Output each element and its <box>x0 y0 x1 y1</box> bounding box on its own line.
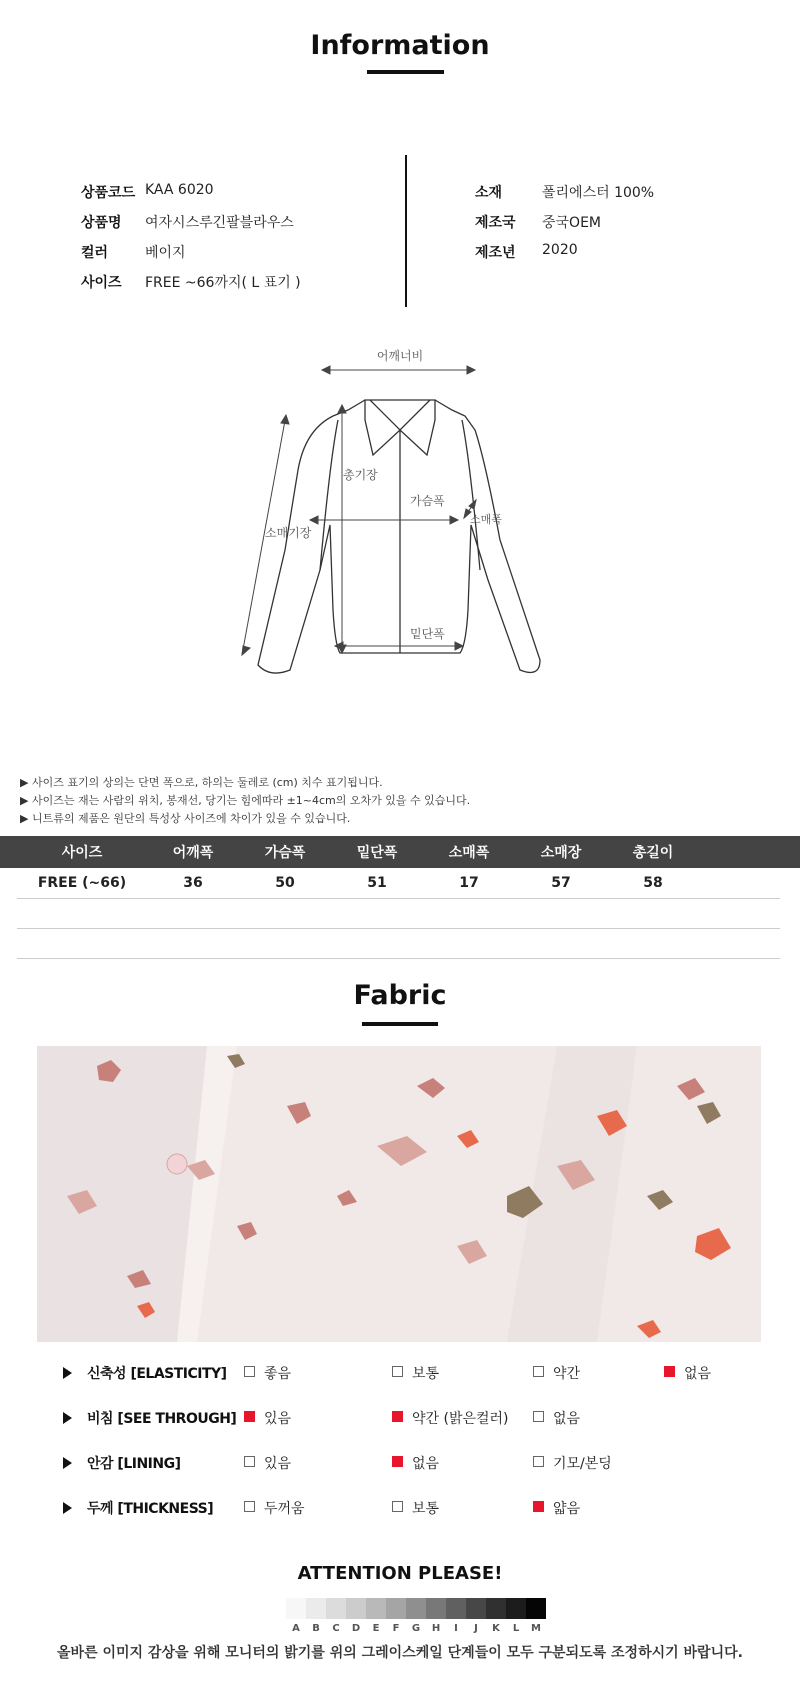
table-row <box>17 868 780 899</box>
checkbox[interactable] <box>392 1366 403 1377</box>
size-col-header: 소매장 <box>515 836 607 868</box>
size-col-header: 총길이 <box>607 836 699 868</box>
fabric-pattern-image <box>37 1046 761 1342</box>
info-value: KAA 6020 <box>145 182 214 198</box>
checkbox[interactable] <box>392 1501 403 1512</box>
grayscale-letters <box>286 1623 546 1634</box>
checkbox[interactable] <box>392 1456 403 1467</box>
gray-letter: K <box>492 1623 500 1634</box>
option-label: 좋음 <box>264 1366 292 1382</box>
title-underline <box>362 1022 438 1026</box>
gray-swatch <box>466 1598 486 1619</box>
info-value: 2020 <box>542 242 578 258</box>
info-key: 상품명 <box>81 215 122 231</box>
gray-letter: M <box>531 1623 541 1634</box>
gray-swatch <box>506 1598 526 1619</box>
gray-swatch <box>426 1598 446 1619</box>
option-label: 두꺼움 <box>264 1501 305 1517</box>
gray-letter: F <box>392 1623 400 1634</box>
play-arrow-icon <box>63 1502 72 1514</box>
attr-label: 신축성 [ELASTICITY] <box>87 1366 227 1382</box>
option-label: 있음 <box>264 1411 292 1427</box>
gray-letter: B <box>312 1623 320 1634</box>
info-value: 폴리에스터 100% <box>542 185 655 201</box>
option-label: 없음 <box>684 1366 712 1382</box>
info-key: 상품코드 <box>81 185 136 201</box>
size-cell <box>699 868 780 899</box>
gray-letter: C <box>332 1623 340 1634</box>
option-label: 약간 (밝은컬러) <box>412 1411 509 1427</box>
size-cell: 50 <box>239 868 331 899</box>
gray-letter: E <box>372 1623 380 1634</box>
table-row-empty <box>17 899 780 929</box>
gray-swatch <box>346 1598 366 1619</box>
play-arrow-icon <box>63 1457 72 1469</box>
gray-letter: H <box>431 1623 441 1634</box>
note-line: ▶ 니트류의 제품은 원단의 특성상 사이즈에 차이가 있을 수 있습니다. <box>20 812 351 825</box>
label-chest: 가슴폭 <box>410 494 445 508</box>
info-value: 여자시스루긴팔블라우스 <box>145 215 294 231</box>
gray-swatch <box>446 1598 466 1619</box>
attr-label: 안감 [LINING] <box>87 1456 181 1472</box>
attr-label: 두께 [THICKNESS] <box>87 1501 214 1517</box>
gray-swatch <box>386 1598 406 1619</box>
size-col-header: 어깨폭 <box>147 836 239 868</box>
size-table-header <box>17 836 780 868</box>
info-value: FREE ~66까지( L 표기 ) <box>145 275 301 291</box>
gray-swatch <box>286 1598 306 1619</box>
size-cell: 57 <box>515 868 607 899</box>
fabric-closeup-image <box>37 1046 761 1342</box>
gray-letter: A <box>292 1623 300 1634</box>
info-value: 베이지 <box>145 245 186 261</box>
option-label: 있음 <box>264 1456 292 1472</box>
information-title: Information <box>310 30 490 61</box>
checkbox[interactable] <box>664 1366 675 1377</box>
gray-swatch <box>406 1598 426 1619</box>
info-key: 사이즈 <box>81 275 122 291</box>
size-col-header: 밑단폭 <box>331 836 423 868</box>
size-col-header: 가슴폭 <box>239 836 331 868</box>
gray-swatch <box>326 1598 346 1619</box>
checkbox[interactable] <box>392 1411 403 1422</box>
gray-swatch <box>366 1598 386 1619</box>
checkbox[interactable] <box>533 1366 544 1377</box>
label-total-length: 총기장 <box>343 468 378 482</box>
size-col-spacer <box>699 836 780 868</box>
size-col-header: 소매폭 <box>423 836 515 868</box>
gray-swatch <box>306 1598 326 1619</box>
info-divider <box>405 155 407 307</box>
checkbox[interactable] <box>244 1501 255 1512</box>
checkbox[interactable] <box>244 1366 255 1377</box>
size-col-header: 사이즈 <box>17 836 147 868</box>
info-key: 컬러 <box>81 245 109 261</box>
gray-letter: I <box>454 1623 458 1634</box>
checkbox[interactable] <box>533 1456 544 1467</box>
checkbox[interactable] <box>244 1411 255 1422</box>
checkbox[interactable] <box>533 1411 544 1422</box>
gray-letter: D <box>351 1623 361 1634</box>
attention-message: 올바른 이미지 감상을 위해 모니터의 밝기를 위의 그레이스케일 단계들이 모두 구분되도록 조정하시기 바랍니다. <box>57 1645 743 1661</box>
attention-title: ATTENTION PLEASE! <box>297 1563 503 1584</box>
option-label: 약간 <box>553 1366 581 1382</box>
note-line: ▶ 사이즈는 재는 사람의 위치, 봉재선, 당기는 힘에따라 ±1~4cm의 오차가 있을 수 있습니다. <box>20 794 471 807</box>
gray-swatch <box>486 1598 506 1619</box>
note-line: ▶ 사이즈 표기의 상의는 단면 폭으로, 하의는 둘레로 (cm) 치수 표기됩니다. <box>20 776 383 789</box>
size-cell: FREE (~66) <box>17 868 147 899</box>
garment-size-diagram <box>230 340 570 690</box>
table-row-empty <box>17 929 780 959</box>
gray-letter: G <box>411 1623 421 1634</box>
title-underline <box>367 70 444 74</box>
size-cell: 36 <box>147 868 239 899</box>
info-key: 제조국 <box>475 215 516 231</box>
checkbox[interactable] <box>244 1456 255 1467</box>
size-notes <box>20 774 470 828</box>
gray-swatch <box>526 1598 546 1619</box>
gray-letter: L <box>512 1623 520 1634</box>
option-label: 보통 <box>412 1501 440 1517</box>
option-label: 없음 <box>412 1456 440 1472</box>
size-cell: 17 <box>423 868 515 899</box>
label-sleeve-width: 소매폭 <box>470 513 502 526</box>
size-table <box>17 836 780 959</box>
gray-letter: J <box>474 1623 478 1634</box>
label-shoulder: 어깨너비 <box>376 349 424 363</box>
info-value: 중국OEM <box>542 215 601 231</box>
option-label: 없음 <box>553 1411 581 1427</box>
info-key: 제조년 <box>475 245 516 261</box>
size-cell: 58 <box>607 868 699 899</box>
play-arrow-icon <box>63 1412 72 1424</box>
checkbox[interactable] <box>533 1501 544 1512</box>
option-label: 기모/본딩 <box>553 1456 612 1472</box>
label-hem: 밑단폭 <box>410 627 445 641</box>
option-label: 보통 <box>412 1366 440 1382</box>
size-cell: 51 <box>331 868 423 899</box>
label-sleeve-length: 소매기장 <box>265 526 312 540</box>
option-label: 얇음 <box>553 1501 581 1517</box>
info-key: 소재 <box>475 185 503 201</box>
attr-label: 비침 [SEE THROUGH] <box>87 1411 237 1427</box>
play-arrow-icon <box>63 1367 72 1379</box>
grayscale-bar <box>286 1598 546 1619</box>
fabric-title: Fabric <box>353 980 447 1011</box>
